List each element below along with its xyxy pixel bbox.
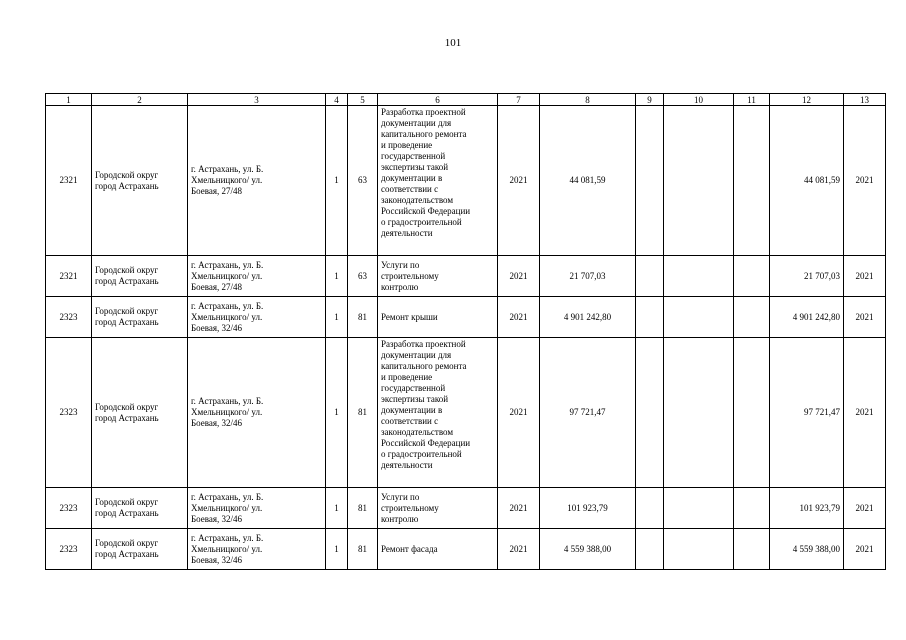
address-cell: г. Астрахань, ул. Б. Хмельницкого/ ул. Боевая, 32/46 (188, 529, 326, 570)
municipality-cell: Городской округ город Астрахань (92, 256, 188, 297)
table-row (46, 106, 886, 256)
row-id: 2321 (46, 256, 92, 297)
col-4-cell: 1 (326, 256, 348, 297)
row-id: 2323 (46, 488, 92, 529)
header-row (46, 94, 886, 106)
row-id: 2323 (46, 297, 92, 338)
col-11-cell (734, 488, 770, 529)
column-header: 3 (188, 94, 326, 106)
col-5-cell: 81 (348, 488, 378, 529)
column-header: 6 (378, 94, 498, 106)
year-cell: 2021 (498, 488, 540, 529)
year-cell: 2021 (498, 338, 540, 488)
year-cell: 2021 (498, 106, 540, 256)
completion-year-cell: 2021 (844, 338, 886, 488)
column-header: 7 (498, 94, 540, 106)
column-header: 8 (540, 94, 636, 106)
column-header: 11 (734, 94, 770, 106)
page-number: 101 (444, 37, 462, 49)
col-9-cell (636, 256, 664, 297)
col-5-cell: 63 (348, 106, 378, 256)
year-cell: 2021 (498, 529, 540, 570)
address-cell: г. Астрахань, ул. Б. Хмельницкого/ ул. Боевая, 27/48 (188, 256, 326, 297)
address-cell: г. Астрахань, ул. Б. Хмельницкого/ ул. Боевая, 32/46 (188, 297, 326, 338)
column-header: 10 (664, 94, 734, 106)
col-9-cell (636, 338, 664, 488)
row-id: 2321 (46, 106, 92, 256)
completion-year-cell: 2021 (844, 529, 886, 570)
amount-cell: 4 559 388,00 (540, 529, 636, 570)
col-4-cell: 1 (326, 529, 348, 570)
work-description-cell: Ремонт крыши (378, 297, 498, 338)
amount-cell: 4 901 242,80 (540, 297, 636, 338)
total-cell: 44 081,59 (770, 106, 844, 256)
table-row (46, 338, 886, 488)
col-11-cell (734, 338, 770, 488)
municipality-cell: Городской округ город Астрахань (92, 338, 188, 488)
column-header: 5 (348, 94, 378, 106)
column-header: 2 (92, 94, 188, 106)
completion-year-cell: 2021 (844, 256, 886, 297)
col-5-cell: 81 (348, 338, 378, 488)
col-10-cell (664, 297, 734, 338)
municipality-cell: Городской округ город Астрахань (92, 106, 188, 256)
address-cell: г. Астрахань, ул. Б. Хмельницкого/ ул. Боевая, 32/46 (188, 338, 326, 488)
col-10-cell (664, 529, 734, 570)
municipality-cell: Городской округ город Астрахань (92, 488, 188, 529)
col-10-cell (664, 256, 734, 297)
col-9-cell (636, 106, 664, 256)
amount-cell: 44 081,59 (540, 106, 636, 256)
amount-cell: 21 707,03 (540, 256, 636, 297)
year-cell: 2021 (498, 297, 540, 338)
total-cell: 4 901 242,80 (770, 297, 844, 338)
column-header: 4 (326, 94, 348, 106)
table-row (46, 256, 886, 297)
row-id: 2323 (46, 529, 92, 570)
row-id: 2323 (46, 338, 92, 488)
total-cell: 97 721,47 (770, 338, 844, 488)
column-header: 12 (770, 94, 844, 106)
col-10-cell (664, 106, 734, 256)
work-description-cell: Услуги по строительному контролю (378, 488, 498, 529)
year-cell: 2021 (498, 256, 540, 297)
table-row (46, 529, 886, 570)
col-5-cell: 63 (348, 256, 378, 297)
address-cell: г. Астрахань, ул. Б. Хмельницкого/ ул. Боевая, 32/46 (188, 488, 326, 529)
col-11-cell (734, 256, 770, 297)
data-table (45, 93, 886, 570)
work-description-cell: Разработка проектной документации для капитального ремонта и проведение государственной экспертизы такой документации в соответствии с законодательством Российской Федерации о градостроительной деятельности (378, 106, 498, 256)
work-description-cell: Услуги по строительному контролю (378, 256, 498, 297)
column-header: 1 (46, 94, 92, 106)
total-cell: 101 923,79 (770, 488, 844, 529)
col-11-cell (734, 529, 770, 570)
col-5-cell: 81 (348, 297, 378, 338)
col-10-cell (664, 338, 734, 488)
col-5-cell: 81 (348, 529, 378, 570)
column-header: 9 (636, 94, 664, 106)
col-11-cell (734, 297, 770, 338)
table-row (46, 297, 886, 338)
municipality-cell: Городской округ город Астрахань (92, 529, 188, 570)
col-4-cell: 1 (326, 106, 348, 256)
col-10-cell (664, 488, 734, 529)
work-description-cell: Разработка проектной документации для капитального ремонта и проведение государственной экспертизы такой документации в соответствии с законодательством Российской Федерации о градостроительной деятельности (378, 338, 498, 488)
total-cell: 21 707,03 (770, 256, 844, 297)
col-11-cell (734, 106, 770, 256)
total-cell: 4 559 388,00 (770, 529, 844, 570)
col-9-cell (636, 297, 664, 338)
address-cell: г. Астрахань, ул. Б. Хмельницкого/ ул. Боевая, 27/48 (188, 106, 326, 256)
column-header: 13 (844, 94, 886, 106)
col-4-cell: 1 (326, 488, 348, 529)
amount-cell: 101 923,79 (540, 488, 636, 529)
amount-cell: 97 721,47 (540, 338, 636, 488)
completion-year-cell: 2021 (844, 106, 886, 256)
col-9-cell (636, 529, 664, 570)
col-9-cell (636, 488, 664, 529)
municipality-cell: Городской округ город Астрахань (92, 297, 188, 338)
work-description-cell: Ремонт фасада (378, 529, 498, 570)
completion-year-cell: 2021 (844, 488, 886, 529)
col-4-cell: 1 (326, 297, 348, 338)
col-4-cell: 1 (326, 338, 348, 488)
table-row (46, 488, 886, 529)
completion-year-cell: 2021 (844, 297, 886, 338)
